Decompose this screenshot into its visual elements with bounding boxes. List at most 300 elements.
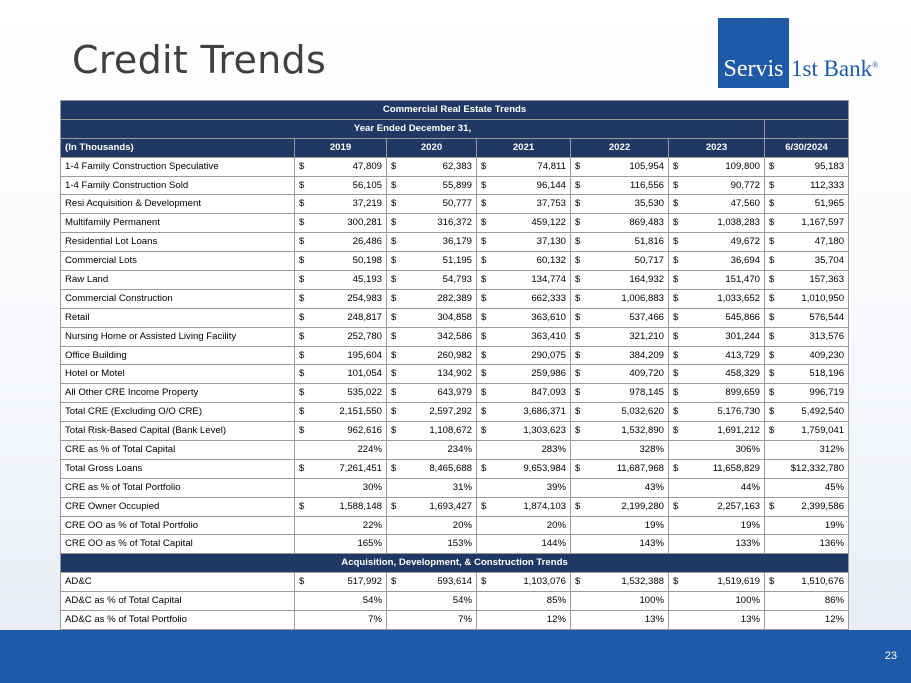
currency-symbol: $ — [299, 500, 305, 512]
cell-value: 165% — [357, 538, 382, 550]
cell-value: 54% — [362, 595, 382, 607]
table-cell — [477, 403, 571, 422]
currency-symbol: $ — [481, 217, 487, 229]
currency-symbol: $ — [391, 406, 397, 418]
table-cell — [387, 195, 477, 214]
table-cell — [669, 459, 765, 478]
currency-symbol: $ — [391, 387, 397, 399]
cell-value: 1,033,652 — [717, 292, 760, 304]
cell-value: 5,492,540 — [801, 406, 845, 418]
currency-symbol: $ — [391, 368, 397, 380]
cell-value: 1,038,283 — [717, 217, 760, 229]
cell-value: 2,199,280 — [621, 500, 664, 512]
cell-value: 96,144 — [536, 179, 566, 191]
table-cell — [765, 516, 849, 535]
cell-value: 899,659 — [725, 387, 760, 399]
currency-symbol: $ — [575, 406, 581, 418]
cell-value: 1,303,623 — [523, 425, 566, 437]
row-label: Commercial Construction — [61, 289, 295, 308]
table-cell — [765, 441, 849, 460]
table-cell — [571, 214, 669, 233]
cell-value: 1,693,427 — [429, 500, 472, 512]
table-cell — [765, 176, 849, 195]
currency-symbol: $ — [575, 292, 581, 304]
cell-value: 1,167,597 — [801, 217, 845, 229]
table-cell — [669, 365, 765, 384]
table-cell — [477, 214, 571, 233]
table-cell — [765, 157, 849, 176]
table-cell — [571, 516, 669, 535]
table-cell — [477, 573, 571, 592]
row-label: All Other CRE Income Property — [61, 384, 295, 403]
cell-value: 109,800 — [725, 160, 760, 172]
currency-symbol: $ — [299, 236, 305, 248]
cell-value: 30% — [362, 481, 382, 493]
table-cell — [477, 346, 571, 365]
table-cell — [669, 535, 765, 554]
currency-symbol: $ — [391, 217, 397, 229]
cell-value: 321,210 — [629, 330, 664, 342]
table-cell — [571, 308, 669, 327]
table-cell — [765, 478, 849, 497]
currency-symbol: $ — [769, 368, 775, 380]
table-cell — [765, 459, 849, 478]
bank-logo — [718, 18, 878, 88]
table-cell — [765, 252, 849, 271]
currency-symbol: $ — [481, 330, 487, 342]
table-cell — [387, 271, 477, 290]
cell-value: 2,597,292 — [429, 406, 472, 418]
cell-value: 55,899 — [442, 179, 472, 191]
table-cell — [295, 252, 387, 271]
table-cell — [295, 384, 387, 403]
table-row — [61, 195, 849, 214]
page-title: Credit Trends — [72, 38, 327, 82]
cell-value: 316,372 — [437, 217, 472, 229]
currency-symbol: $ — [575, 462, 581, 474]
cell-value: 1,519,619 — [717, 576, 760, 588]
cell-value: 116,556 — [630, 179, 664, 191]
currency-symbol: $ — [299, 292, 305, 304]
table-cell — [669, 214, 765, 233]
table-cell — [295, 611, 387, 630]
cell-value: 363,410 — [531, 330, 566, 342]
cell-value: 22% — [362, 519, 382, 531]
table-cell — [669, 497, 765, 516]
table-cell — [765, 233, 849, 252]
currency-symbol: $ — [769, 255, 775, 267]
currency-symbol: $ — [391, 160, 397, 172]
cell-value: 45,193 — [352, 273, 382, 285]
cell-value: 234% — [447, 443, 472, 455]
currency-symbol: $ — [575, 198, 581, 210]
currency-symbol: $ — [481, 368, 487, 380]
currency-symbol: $ — [673, 500, 679, 512]
table-title: Commercial Real Estate Trends — [61, 101, 849, 120]
cell-value: 50,717 — [634, 255, 664, 267]
cell-value: 11,687,968 — [616, 462, 664, 474]
table-cell — [571, 195, 669, 214]
currency-symbol: $ — [575, 576, 581, 588]
currency-symbol: $ — [391, 179, 397, 191]
row-label: AD&C — [61, 573, 295, 592]
currency-symbol: $ — [673, 160, 679, 172]
cell-value: 363,610 — [531, 311, 566, 323]
column-header: 2019 — [295, 138, 387, 157]
currency-symbol: $ — [575, 179, 581, 191]
cell-value: 20% — [452, 519, 472, 531]
currency-symbol: $ — [673, 349, 679, 361]
cell-value: 535,022 — [347, 387, 382, 399]
column-header: 2021 — [477, 138, 571, 157]
cell-value: 19% — [644, 519, 664, 531]
currency-symbol: $ — [769, 387, 775, 399]
table-cell — [765, 365, 849, 384]
table-cell — [387, 592, 477, 611]
table-cell — [387, 611, 477, 630]
currency-symbol: $ — [391, 273, 397, 285]
currency-symbol: $ — [299, 330, 305, 342]
currency-symbol: $ — [481, 311, 487, 323]
currency-symbol: $ — [673, 273, 679, 285]
table-cell — [295, 327, 387, 346]
table-cell — [669, 478, 765, 497]
cell-value: 54% — [452, 595, 472, 607]
currency-symbol: $ — [481, 349, 487, 361]
table-cell — [387, 403, 477, 422]
table-cell — [295, 441, 387, 460]
currency-symbol: $ — [481, 462, 487, 474]
cell-value: 47,560 — [730, 198, 760, 210]
cell-value: 248,817 — [347, 311, 382, 323]
cell-value: 518,196 — [809, 368, 845, 380]
cell-value: 537,466 — [629, 311, 664, 323]
currency-symbol: $ — [673, 368, 679, 380]
table-cell — [477, 327, 571, 346]
cell-value: 51,965 — [814, 198, 845, 210]
currency-symbol: $ — [481, 273, 487, 285]
currency-symbol: $ — [481, 576, 487, 588]
currency-symbol: $ — [673, 198, 679, 210]
logo-rest-text: 1st Bank — [791, 56, 873, 81]
cell-value: 12% — [546, 613, 566, 625]
cell-value: 517,992 — [347, 576, 382, 588]
currency-symbol: $ — [481, 236, 487, 248]
cell-value: 151,470 — [725, 273, 760, 285]
currency-symbol: $ — [575, 425, 581, 437]
table-cell — [477, 271, 571, 290]
cell-value: 100% — [639, 595, 664, 607]
currency-symbol: $ — [673, 236, 679, 248]
cell-value: 12% — [824, 613, 845, 625]
currency-symbol: $ — [299, 179, 305, 191]
cell-value: 86% — [824, 595, 845, 607]
cell-value: 1,691,212 — [717, 425, 760, 437]
currency-symbol: $ — [299, 406, 305, 418]
table-cell — [669, 195, 765, 214]
column-header: 2020 — [387, 138, 477, 157]
cell-value: 35,530 — [634, 198, 664, 210]
table-cell — [477, 289, 571, 308]
table-cell — [387, 441, 477, 460]
row-label: AD&C as % of Total Portfolio — [61, 611, 295, 630]
table-row — [61, 346, 849, 365]
cell-value: 459,122 — [531, 217, 566, 229]
currency-symbol: $ — [391, 311, 397, 323]
currency-symbol: $ — [299, 198, 305, 210]
table-cell — [669, 384, 765, 403]
table-cell — [765, 497, 849, 516]
currency-symbol: $ — [299, 273, 305, 285]
currency-symbol: $ — [575, 236, 581, 248]
cell-value: 290,075 — [531, 349, 566, 361]
cell-value: 978,145 — [629, 387, 664, 399]
logo-registered-mark: ® — [872, 60, 879, 70]
currency-symbol: $ — [673, 330, 679, 342]
table-cell — [571, 271, 669, 290]
cell-value: 47,180 — [814, 236, 845, 248]
cell-value: 60,132 — [536, 255, 566, 267]
cell-value: 133% — [735, 538, 760, 550]
table-cell — [669, 346, 765, 365]
table-row — [61, 252, 849, 271]
cell-value: 36,694 — [730, 255, 760, 267]
table-cell — [477, 592, 571, 611]
row-label: CRE OO as % of Total Portfolio — [61, 516, 295, 535]
cell-value: 282,389 — [437, 292, 472, 304]
currency-symbol: $ — [769, 236, 775, 248]
table-cell — [387, 497, 477, 516]
logo-rest — [789, 56, 878, 88]
table-cell — [571, 157, 669, 176]
table-cell — [477, 478, 571, 497]
cell-value: 143% — [639, 538, 664, 550]
table-cell — [669, 327, 765, 346]
cell-value: 50,198 — [352, 255, 382, 267]
table-row — [61, 403, 849, 422]
cell-value: 1,510,676 — [801, 576, 845, 588]
cell-value: 37,753 — [536, 198, 566, 210]
row-label: Nursing Home or Assisted Living Facility — [61, 327, 295, 346]
table-row — [61, 573, 849, 592]
currency-symbol: $ — [391, 500, 397, 512]
cell-value: 51,816 — [634, 236, 664, 248]
table-row — [61, 271, 849, 290]
table-cell — [295, 592, 387, 611]
row-label: 1-4 Family Construction Sold — [61, 176, 295, 195]
table-cell — [765, 308, 849, 327]
table-cell — [571, 422, 669, 441]
table-cell — [765, 289, 849, 308]
cell-value: 56,105 — [352, 179, 382, 191]
currency-symbol: $ — [481, 292, 487, 304]
cell-value: 43% — [644, 481, 664, 493]
cell-value: 7% — [458, 613, 472, 625]
table-cell — [387, 157, 477, 176]
table-row — [61, 441, 849, 460]
table-cell — [765, 403, 849, 422]
cell-value: 144% — [541, 538, 566, 550]
table-row — [61, 233, 849, 252]
table-cell — [571, 478, 669, 497]
cell-value: 101,054 — [347, 368, 382, 380]
cell-value: 45% — [824, 481, 845, 493]
cell-value: 283% — [541, 443, 566, 455]
cell-value: 7% — [368, 613, 382, 625]
table-cell — [571, 535, 669, 554]
cell-value: 5,176,730 — [717, 406, 760, 418]
currency-symbol: $ — [391, 198, 397, 210]
table-row — [61, 308, 849, 327]
table-cell — [387, 516, 477, 535]
table-cell — [387, 176, 477, 195]
table-row — [61, 289, 849, 308]
cell-value: 662,333 — [531, 292, 566, 304]
row-label: 1-4 Family Construction Speculative — [61, 157, 295, 176]
table-cell — [387, 308, 477, 327]
table-row — [61, 157, 849, 176]
row-label: Retail — [61, 308, 295, 327]
currency-symbol: $ — [769, 406, 775, 418]
row-label: AD&C as % of Total Capital — [61, 592, 295, 611]
table-cell — [765, 214, 849, 233]
currency-symbol: $ — [481, 387, 487, 399]
currency-symbol: $ — [299, 255, 305, 267]
page-number: 23 — [884, 650, 897, 662]
table-cell — [669, 441, 765, 460]
table-cell — [669, 252, 765, 271]
currency-symbol: $ — [391, 425, 397, 437]
cell-value: 8,465,688 — [429, 462, 472, 474]
currency-symbol: $ — [769, 349, 775, 361]
table-cell — [477, 497, 571, 516]
cell-value: 593,614 — [437, 576, 472, 588]
currency-symbol: $ — [673, 425, 679, 437]
table-cell — [571, 327, 669, 346]
currency-symbol: $ — [575, 387, 581, 399]
cell-value: 576,544 — [809, 311, 845, 323]
table-cell — [477, 611, 571, 630]
currency-symbol: $ — [769, 179, 775, 191]
cell-value: 157,363 — [809, 273, 845, 285]
cell-value: 49,672 — [730, 236, 760, 248]
cell-value: 5,032,620 — [621, 406, 664, 418]
row-label: CRE Owner Occupied — [61, 497, 295, 516]
currency-symbol: $ — [299, 217, 305, 229]
table-cell — [669, 403, 765, 422]
cell-value: 313,576 — [809, 330, 845, 342]
table-cell — [387, 233, 477, 252]
table-subtitle-blank — [765, 119, 849, 138]
cell-value: 19% — [740, 519, 760, 531]
cell-value: 259,986 — [531, 368, 566, 380]
currency-symbol: $ — [299, 425, 305, 437]
currency-symbol: $ — [481, 500, 487, 512]
cell-value: 260,982 — [437, 349, 472, 361]
table-cell — [387, 289, 477, 308]
cell-value: 47,809 — [352, 160, 382, 172]
currency-symbol: $ — [391, 255, 397, 267]
cell-value: $12,332,780 — [790, 462, 845, 474]
currency-symbol: $ — [481, 255, 487, 267]
table-cell — [387, 459, 477, 478]
cre-trends-table — [60, 100, 849, 630]
currency-symbol: $ — [769, 217, 775, 229]
table-cell — [295, 346, 387, 365]
cell-value: 643,979 — [437, 387, 472, 399]
cell-value: 1,532,388 — [621, 576, 664, 588]
table-cell — [765, 535, 849, 554]
table-row — [61, 214, 849, 233]
cell-value: 545,866 — [725, 311, 760, 323]
row-label: Commercial Lots — [61, 252, 295, 271]
table-cell — [571, 573, 669, 592]
row-label: Resi Acquisition & Development — [61, 195, 295, 214]
table-row — [61, 327, 849, 346]
table-row — [61, 497, 849, 516]
table-row — [61, 422, 849, 441]
cell-value: 85% — [546, 595, 566, 607]
footer-bar — [0, 630, 911, 683]
table-cell — [669, 422, 765, 441]
table-cell — [669, 233, 765, 252]
currency-symbol: $ — [481, 425, 487, 437]
table-cell — [669, 289, 765, 308]
table-cell — [477, 535, 571, 554]
table-cell — [387, 535, 477, 554]
row-label: CRE OO as % of Total Capital — [61, 535, 295, 554]
table-cell — [295, 573, 387, 592]
cell-value: 105,954 — [629, 160, 664, 172]
cell-value: 11,658,829 — [712, 462, 760, 474]
cell-value: 100% — [735, 595, 760, 607]
cell-value: 252,780 — [347, 330, 382, 342]
currency-symbol: $ — [391, 576, 397, 588]
table-cell — [765, 195, 849, 214]
cell-value: 134,774 — [531, 273, 566, 285]
cell-value: 847,093 — [531, 387, 566, 399]
table-cell — [295, 176, 387, 195]
table-cell — [295, 403, 387, 422]
cell-value: 20% — [546, 519, 566, 531]
table-cell — [669, 573, 765, 592]
table-cell — [571, 233, 669, 252]
table-cell — [571, 441, 669, 460]
table-cell — [387, 346, 477, 365]
cell-value: 413,729 — [725, 349, 760, 361]
row-label: Residential Lot Loans — [61, 233, 295, 252]
cell-value: 1,006,883 — [621, 292, 664, 304]
cell-value: 13% — [740, 613, 760, 625]
currency-symbol: $ — [575, 500, 581, 512]
table-cell — [295, 157, 387, 176]
currency-symbol: $ — [575, 160, 581, 172]
cell-value: 409,720 — [629, 368, 664, 380]
table-cell — [477, 516, 571, 535]
table-cell — [765, 327, 849, 346]
table-cell — [387, 327, 477, 346]
cell-value: 31% — [452, 481, 472, 493]
currency-symbol: $ — [769, 198, 775, 210]
cell-value: 304,858 — [437, 311, 472, 323]
table-cell — [387, 573, 477, 592]
table-cell — [295, 516, 387, 535]
currency-symbol: $ — [391, 349, 397, 361]
cell-value: 134,902 — [437, 368, 472, 380]
cell-value: 328% — [639, 443, 664, 455]
cell-value: 224% — [357, 443, 382, 455]
cell-value: 2,151,550 — [339, 406, 382, 418]
